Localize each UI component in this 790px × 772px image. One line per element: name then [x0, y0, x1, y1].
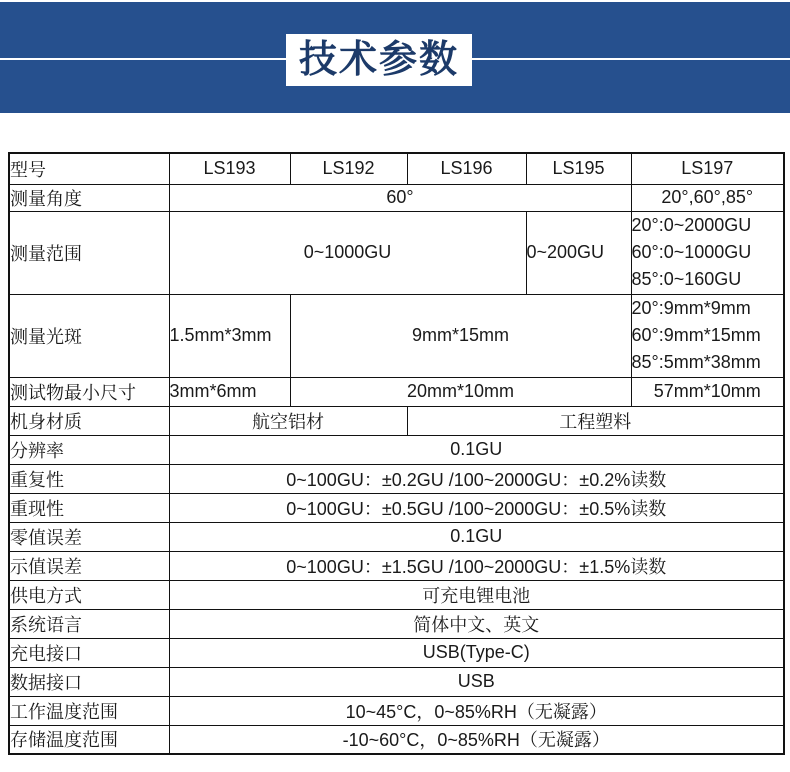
model-header-cell: LS197: [631, 153, 784, 184]
spec-label-cell: 数据接口: [9, 667, 169, 696]
spec-value-cell: 可充电锂电池: [169, 580, 784, 609]
spec-label-cell: 分辨率: [9, 435, 169, 464]
table-row: [9, 184, 784, 211]
spec-label-cell: 供电方式: [9, 580, 169, 609]
page-title: 技术参数: [298, 39, 459, 81]
model-header-cell: LS193: [169, 153, 290, 184]
table-row: [9, 522, 784, 551]
spec-line: 60°:0~1000GU: [631, 242, 752, 262]
spec-value-cell: -10~60°C，0~85%RH（无凝露）: [169, 725, 784, 754]
spec-multiline-cell: [631, 294, 784, 377]
spec-label-cell: 测量角度: [9, 184, 169, 211]
spec-label-cell: 测量光斑: [9, 294, 169, 377]
table-row: [9, 464, 784, 493]
table-row: [9, 211, 784, 294]
spec-line: 60°:9mm*15mm: [631, 325, 761, 345]
spec-label-cell: 工作温度范围: [9, 696, 169, 725]
spec-label-cell: 充电接口: [9, 638, 169, 667]
spec-label-cell: 重现性: [9, 493, 169, 522]
model-header-cell: LS195: [526, 153, 631, 184]
spec-multiline-cell: [631, 211, 784, 294]
spec-table: [8, 152, 785, 755]
spec-value-cell: USB: [169, 667, 784, 696]
spec-value-cell: 60°: [169, 184, 631, 211]
spec-value-cell: 9mm*15mm: [290, 294, 631, 377]
table-row: [9, 609, 784, 638]
spec-value-cell: USB(Type-C): [169, 638, 784, 667]
spec-value-cell: 20mm*10mm: [290, 377, 631, 406]
spec-value-cell: 1.5mm*3mm: [169, 294, 290, 377]
spec-label-cell: 存储温度范围: [9, 725, 169, 754]
spec-value-cell: 0~100GU：±0.2GU /100~2000GU：±0.2%读数: [169, 464, 784, 493]
table-header-row: [9, 153, 784, 184]
spec-line: 85°:0~160GU: [631, 269, 742, 289]
header-banner: [0, 2, 790, 113]
table-row: [9, 638, 784, 667]
table-row: [9, 493, 784, 522]
model-header-cell: LS192: [290, 153, 407, 184]
spec-label-cell: 重复性: [9, 464, 169, 493]
spec-line: 20°:0~2000GU: [631, 215, 752, 235]
model-row-label: 型号: [9, 153, 169, 184]
table-row: [9, 551, 784, 580]
spec-line: 85°:5mm*38mm: [631, 352, 761, 372]
table-row: [9, 377, 784, 406]
spec-label-cell: 测试物最小尺寸: [9, 377, 169, 406]
spec-label-cell: 测量范围: [9, 211, 169, 294]
spec-value-cell: 0~100GU：±0.5GU /100~2000GU：±0.5%读数: [169, 493, 784, 522]
table-row: [9, 725, 784, 754]
table-row: [9, 294, 784, 377]
spec-value-cell: 简体中文、英文: [169, 609, 784, 638]
spec-value-cell: 0.1GU: [169, 522, 784, 551]
spec-label-cell: 机身材质: [9, 406, 169, 435]
spec-value-cell: 航空铝材: [169, 406, 407, 435]
spec-value-cell: 工程塑料: [407, 406, 784, 435]
spec-value-cell: 0~100GU：±1.5GU /100~2000GU：±1.5%读数: [169, 551, 784, 580]
spec-value-cell: 3mm*6mm: [169, 377, 290, 406]
spec-label-cell: 零值误差: [9, 522, 169, 551]
spec-value-cell: 0~200GU: [526, 211, 631, 294]
spec-label-cell: 系统语言: [9, 609, 169, 638]
spec-value-cell: 57mm*10mm: [631, 377, 784, 406]
model-header-cell: LS196: [407, 153, 526, 184]
table-row: [9, 406, 784, 435]
table-row: [9, 696, 784, 725]
page-title-box: [286, 34, 472, 86]
spec-value-cell: 0.1GU: [169, 435, 784, 464]
table-row: [9, 435, 784, 464]
spec-label-cell: 示值误差: [9, 551, 169, 580]
spec-value-cell: 10~45°C，0~85%RH（无凝露）: [169, 696, 784, 725]
spec-value-cell: 0~1000GU: [169, 211, 526, 294]
table-row: [9, 580, 784, 609]
spec-line: 20°:9mm*9mm: [631, 298, 751, 318]
spec-value-cell: 20°,60°,85°: [631, 184, 784, 211]
table-row: [9, 667, 784, 696]
spec-table-body: [9, 153, 784, 754]
